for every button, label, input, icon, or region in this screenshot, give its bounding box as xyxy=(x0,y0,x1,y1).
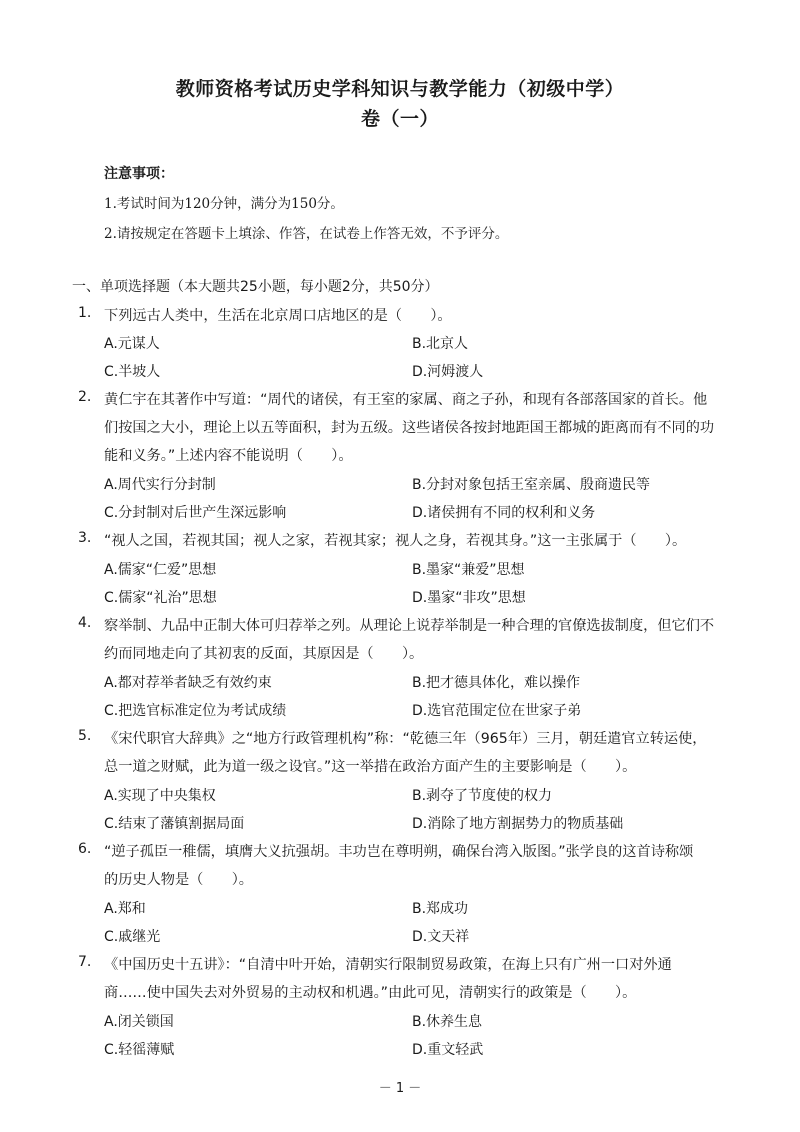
exam-subtitle: 卷（一） xyxy=(360,108,439,130)
question-text: 下列远古人类中，生活在北京周口店地区的是（ ）。 xyxy=(104,308,452,324)
question-number: 5. xyxy=(78,728,92,744)
option-d: D.墨家“非攻”思想 xyxy=(412,590,526,606)
option-c: C.结束了藩镇割据局面 xyxy=(104,816,245,832)
question-number: 6. xyxy=(78,841,92,857)
option-a: A.儒家“仁爱”思想 xyxy=(104,562,217,578)
notice-heading: 注意事项： xyxy=(104,166,174,182)
question-text: 能和义务。”上述内容不能说明（ ）。 xyxy=(104,448,353,464)
notice-line: 2.请按规定在答题卡上填涂、作答，在试卷上作答无效，不予评分。 xyxy=(104,226,509,242)
option-d: D.消除了地方割据势力的物质基础 xyxy=(412,816,624,832)
option-d: D.重文轻武 xyxy=(412,1042,484,1058)
question-text: 《中国历史十五讲》：“自清中叶开始，清朝实行限制贸易政策，在海上只有广州一口对外通 xyxy=(104,957,672,973)
question-number: 3. xyxy=(78,530,92,546)
question-number: 1. xyxy=(78,305,92,321)
question-text: 商……使中国失去对外贸易的主动权和机遇。”由此可见，清朝实行的政策是（ ）。 xyxy=(104,985,637,1001)
question-text: 总一道之财赋，此为道一级之设官。”这一举措在政治方面产生的主要影响是（ ）。 xyxy=(104,759,637,775)
exam-title: 教师资格考试历史学科知识与教学能力（初级中学） xyxy=(175,78,625,100)
option-a: A.周代实行分封制 xyxy=(104,477,216,493)
option-d: D.诸侯拥有不同的权利和义务 xyxy=(412,505,596,521)
question-number: 4. xyxy=(78,615,92,631)
option-b: B.剥夺了节度使的权力 xyxy=(412,788,553,804)
question-text: 察举制、九品中正制大体可归荐举之列。从理论上说荐举制是一种合理的官僚选拔制度，但它们不 xyxy=(104,618,715,634)
option-a: A.实现了中央集权 xyxy=(104,788,216,804)
page-number: － 1 － xyxy=(378,1081,422,1096)
option-b: B.休养生息 xyxy=(412,1014,483,1030)
option-c: C.半坡人 xyxy=(104,364,161,380)
question-text: 《宋代职官大辞典》之“地方行政管理机构”称：“乾德三年（965年）三月，朝廷遣官立转运使， xyxy=(104,731,707,747)
option-c: C.儒家“礼治”思想 xyxy=(104,590,217,606)
question-text: “视人之国，若视其国；视人之家，若视其家；视人之身，若视其身。”这一主张属于（ ）。 xyxy=(104,533,687,549)
option-d: D.文天祥 xyxy=(412,929,470,945)
option-b: B.北京人 xyxy=(412,336,469,352)
option-b: B.分封对象包括王室亲属、殷商遗民等 xyxy=(412,477,651,493)
option-b: B.郑成功 xyxy=(412,901,469,917)
option-a: A.都对荐举者缺乏有效约束 xyxy=(104,675,272,691)
option-d: D.河姆渡人 xyxy=(412,364,484,380)
option-b: B.墨家“兼爱”思想 xyxy=(412,562,525,578)
question-number: 7. xyxy=(78,954,92,970)
question-text: 的历史人物是（ ）。 xyxy=(104,872,253,888)
question-text: 们按国之大小，理论上以五等面积，封为五级。这些诸侯各按封地距国王都城的距离而有不同的功 xyxy=(104,420,715,436)
option-a: A.闭关锁国 xyxy=(104,1014,174,1030)
question-text: 黄仁宇在其著作中写道：“周代的诸侯，有王室的家属、商之子孙，和现有各部落国家的首长。他 xyxy=(104,392,708,408)
question-text: “逆子孤臣一稚儒，填膺大义抗强胡。丰功岂在尊明朔，确保台湾入版图。”张学良的这首诗称颂 xyxy=(104,844,694,860)
question-number: 2. xyxy=(78,389,92,405)
question-text: 约而同地走向了其初衷的反面，其原因是（ ）。 xyxy=(104,646,424,662)
option-c: C.戚继光 xyxy=(104,929,161,945)
option-b: B.把才德具体化，难以操作 xyxy=(412,675,581,691)
option-c: C.分封制对后世产生深远影响 xyxy=(104,505,287,521)
notice-line: 1.考试时间为120分钟，满分为150分。 xyxy=(104,196,344,212)
option-c: C.把选官标准定位为考试成绩 xyxy=(104,703,287,719)
option-a: A.元谋人 xyxy=(104,336,160,352)
option-c: C.轻徭薄赋 xyxy=(104,1042,175,1058)
section-heading: 一、单项选择题（本大题共25小题，每小题2分，共50分） xyxy=(72,279,439,295)
option-d: D.选官范围定位在世家子弟 xyxy=(412,703,582,719)
option-a: A.郑和 xyxy=(104,901,146,917)
